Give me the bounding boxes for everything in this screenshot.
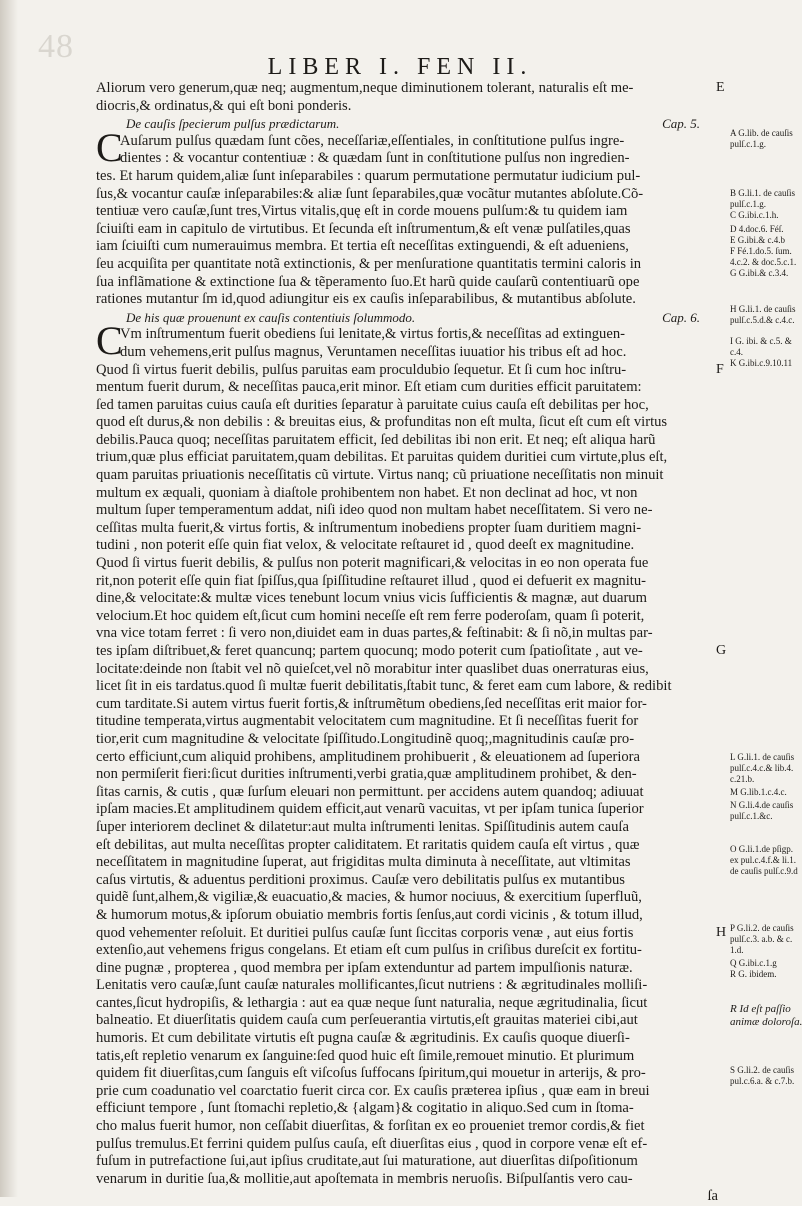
- line-text: cantes,ſicut hydropiſis, & lethargia : aut ea quæ neque ſunt naturalia, neque ægritudinalia, ſicut: [96, 994, 648, 1011]
- text-line: [96, 1030, 718, 1048]
- line-text: quidẽ ſunt,alhem,& vigiliæ,& euacuatio,& macies, & humor nociuus, & exercitium ſuperfluũ,: [96, 889, 642, 906]
- line-text: ſeu acquiſita per quantitate notã extinctionis, & per menſuratione quantitatis termini caloris in: [96, 255, 642, 272]
- line-text: prie cum coadunatio vel coarctatio fuerit circa cor. Ex cauſis præterea ipſius , quæ eam in breui: [96, 1082, 650, 1099]
- line-text: ſa: [707, 1188, 718, 1205]
- text-line: [96, 449, 718, 467]
- margin-note: H G.li.1. de cauſis: [730, 304, 796, 314]
- text-line: [96, 1171, 718, 1189]
- line-text: Lenitatis vero cauſæ,ſunt cauſæ naturales mollificantes,ſicut nutriens : & ægritudinales molliſi-: [96, 977, 648, 994]
- text-line: [96, 274, 718, 292]
- text-line: [96, 397, 718, 415]
- text-line: [96, 485, 718, 503]
- line-text: diocris,& ordinatus,& qui eſt boni ponderis.: [96, 97, 352, 114]
- line-text: titudine temperata,virtus augmentabit velocitatem cum magnitudine. Et ſi neceſſitas fuerit for: [96, 713, 639, 730]
- line-text: Quod ſi virtus fuerit debilis, & pulſus non poterit magnificari,& velocitas in eo non operata fue: [96, 555, 649, 572]
- line-text: De cauſis ſpecierum pulſus prædictarum.: [126, 116, 340, 132]
- margin-note: pulſ.c.3. a.b. & c.: [730, 934, 793, 944]
- text-line: [96, 713, 718, 731]
- margin-note: K G.ibi.c.9.10.11: [730, 358, 793, 368]
- text-line: [96, 1048, 718, 1066]
- margin-note: F Fé.1.do.5. ſum.: [730, 246, 792, 256]
- margin-note: E G.ibi.& c.4.b: [730, 235, 785, 245]
- text-line: [96, 608, 718, 626]
- section-letter: F: [716, 361, 724, 377]
- text-line: [96, 291, 718, 309]
- margin-note: M G.lib.1.c.4.c.: [730, 787, 787, 797]
- line-text: non permiſerit fieri:ſicut durities inſtrumenti,verbi gratia,quæ amplitudinem prohibet, & den-: [96, 766, 637, 783]
- text-line: [96, 344, 718, 362]
- running-head: LIBER I. FEN II.: [267, 54, 533, 80]
- text-line: [96, 678, 718, 696]
- line-text: venarum in duritie ſua,& mollitie,aut apoſtemata in membris neruoſis. Biſpulſantis vero cau-: [96, 1170, 633, 1187]
- section-letter: H: [716, 924, 727, 940]
- text-line: [96, 907, 718, 925]
- line-text: tes. Et harum quidem,aliæ ſunt inſeparabiles : quarum permutatione permutatur iudicium pul-: [96, 167, 641, 184]
- margin-note: 1.d.: [730, 945, 744, 955]
- line-text: dine,& velocitate:& multæ vices tenebunt locum vnius vicis ſufficientis & magnæ, aut duarum: [96, 590, 647, 607]
- text-line: [96, 925, 718, 943]
- line-text: vna vice totam ferret : ſi vero non,diuidet eam in duas partes,& feſtinabit: & ſi nõ,in multas par-: [96, 625, 653, 642]
- text-line: [96, 942, 718, 960]
- text-line: [96, 150, 718, 168]
- margin-note: pulſ.c.1.&c.: [730, 811, 773, 821]
- text-line: [96, 467, 718, 485]
- text-line: [96, 801, 718, 819]
- text-line: [96, 432, 718, 450]
- text-line: [96, 238, 718, 256]
- margin-note: pulſ.c.1.g.: [730, 199, 766, 209]
- text-line: [96, 186, 718, 204]
- text-line: [96, 414, 718, 432]
- line-text: quam paruitas priuationis neceſſitatis cũ virtute. Virtus nanq; cũ priuatione neceſſitatis non minuit: [96, 467, 664, 484]
- line-text: ceſſitas multa fuerit,& virtus fortis, & inſtrumentum inobediens propter ſuam duritiem magni-: [96, 519, 642, 536]
- margin-note: pul.c.6.a. & c.7.b.: [730, 1076, 795, 1086]
- text-line: [96, 643, 718, 661]
- text-line: [96, 1136, 718, 1154]
- text-line: [96, 80, 718, 98]
- text-line: [96, 520, 718, 538]
- drop-capital: C: [96, 318, 123, 364]
- text-line: [96, 872, 718, 890]
- text-line: [96, 98, 718, 116]
- line-text: Aliorum vero generum,quæ neq; augmentum,neque diminutionem tolerant, naturalis eſt me-: [96, 80, 634, 96]
- margin-note: N G.li.4.de cauſis: [730, 800, 794, 810]
- margin-note: R Id eſt paſſio: [730, 1003, 791, 1015]
- margin-note: C G.ibi.c.1.h.: [730, 210, 779, 220]
- margin-note: de cauſis pulſ.c.9.d: [730, 866, 798, 876]
- line-text: quod eſt durus,& non debilis : & breuitas eius, & profunditas non eſt multa, ſicut eſt cum eſt virtus: [96, 414, 668, 431]
- margin-note: Q G.ibi.c.1.g: [730, 958, 777, 968]
- page-number: 48: [38, 28, 74, 65]
- text-line: [96, 960, 718, 978]
- line-text: certo efficiunt,cum aliquid prohibens, amplitudinem prohibuerit , & eleuationem ad ſuperiora: [96, 748, 641, 765]
- text-line: [96, 1012, 718, 1030]
- text-line: [96, 256, 718, 274]
- line-text: licet ſit in eis tardatus.quod ſi multæ fuerit debilitatis,ſtabit tunc, & feret eam cum labore, & redibit: [96, 678, 672, 695]
- line-text: tentiuæ vero cauſæ,ſunt tres,Virtus vitalis,quę eſt in corde mouens pulſum:& tu quidem iam: [96, 203, 628, 220]
- line-text: ſciuiſti eam in capitulo de virtutibus. Et ſecunda eſt inſtrumentum,& eſt venæ pulſatiles,quas: [96, 220, 631, 237]
- line-text: humoris. Et cum debilitate virtutis eſt pugna cauſæ & ægritudinis. Ex cauſis quoque diuerſi-: [96, 1030, 630, 1047]
- line-text: Auſarum pulſus quædam ſunt cões, neceſſariæ,eſſentiales, in conſtitutione pulſus ingre-: [120, 132, 625, 149]
- line-text: ſus,& vocantur cauſæ inſeparabiles:& aliæ ſunt ſeparabiles,quæ vocãtur mutantes abſolute.Cõ-: [96, 185, 644, 202]
- chapter-number: Cap. 5.: [662, 116, 700, 132]
- text-line: [96, 1153, 718, 1171]
- margin-note: ex pul.c.4.f.& li.1.: [730, 855, 796, 865]
- line-text: velocium.Et hoc quidem eſt,ſicut cum homini neceſſe eſt rem ferre poderoſam, quam ſi poterit,: [96, 607, 645, 624]
- text-line: [96, 555, 718, 573]
- line-text: Vm inſtrumentum fuerit obediens ſui lenitate,& virtus fortis,& neceſſitas ad extinguen-: [120, 326, 625, 343]
- section-letter: E: [716, 80, 725, 95]
- margin-note: 4.c.2. & doc.5.c.1.: [730, 257, 797, 267]
- margin-note: animæ doloroſa.: [730, 1016, 802, 1028]
- line-text: Quod ſi virtus fuerit debilis, pulſus paruitas eam proculdubio ſequetur. Et ſi cum hoc inſtru-: [96, 361, 627, 378]
- margin-note: c.21.b.: [730, 774, 755, 784]
- line-text: tatis,eſt repletio venarum ex ſanguine:ſed quod huic eſt ſimile,remouet minutio. Et plurimum: [96, 1047, 635, 1064]
- margin-note: D 4.doc.6. Féſ.: [730, 224, 784, 234]
- line-text: tudini , non poterit eſſe quin fiat velox, & velocitate reſtauret id , quod deeſt ex magnitudine.: [96, 537, 635, 554]
- text-line: [96, 573, 718, 591]
- text-line: [96, 854, 718, 872]
- line-text: ſua inflãmatione & extinctione ſua & tẽperamento ſuo.Et harũ quide cauſarũ contentiuarũ ope: [96, 273, 640, 290]
- line-text: iam ſciuiſti cum numerauimus membra. Et tertia eſt neceſſitas extinguendi, & eſt adueniens,: [96, 238, 629, 255]
- margin-note: pulſ.c.5.d.& c.4.c.: [730, 315, 795, 325]
- chapter-heading: [96, 115, 718, 133]
- margin-note: R G. ibidem.: [730, 969, 777, 979]
- drop-capital: C: [96, 124, 123, 170]
- text-line: [96, 784, 718, 802]
- line-text: ſuper interiorem declinet & dilatetur:aut multa inſtrumenti lenitas. Spiſſitudinis autem cauſa: [96, 818, 629, 835]
- margin-note: G G.ibi.& c.3.4.: [730, 268, 789, 278]
- main-text-column: [96, 80, 718, 1206]
- line-text: & humorum motus,& ipſorum obuiatio membris fortis ſenſus,aut cordi vicinis , & totum illud,: [96, 906, 643, 923]
- line-text: neceſſitatem in magnitudine ſuperat, aut frigiditas multa diminuta à neceſſitate, aut vltimitas: [96, 854, 631, 871]
- line-text: trium,quæ plus efficiat paruitatem,quam debilitas. Et paruitas quidem duritiei cum virtute,plus eſt,: [96, 449, 668, 466]
- chapter-number: Cap. 6.: [662, 309, 700, 325]
- chapter-heading: [96, 309, 718, 327]
- margin-note: P G.li.2. de cauſis: [730, 923, 794, 933]
- margin-note: S G.li.2. de cauſis: [730, 1065, 794, 1075]
- line-text: cho malus fuerit humor, non ceſſabit diuerſitas, & forſitan ex eo proueniet tremor cordis,& fiet: [96, 1118, 645, 1135]
- line-text: pulſus tremulus.Et ferrini quidem pulſus cauſa, eſt diuerſitas eius , quod in corpore venæ eſt ef-: [96, 1135, 648, 1152]
- line-text: mentum fuerit durum, & neceſſitas pauca,erit minor. Eſt etiam cum durities efficit paruitatem:: [96, 379, 642, 396]
- text-line: [96, 590, 718, 608]
- text-line: [96, 766, 718, 784]
- line-text: efficiunt tempore , ſunt ſtomachi repletio,& {algam}& cogitatio in aliquo.Sed cum in ſtoma-: [96, 1100, 634, 1117]
- text-line: [96, 1188, 718, 1206]
- text-line: [96, 203, 718, 221]
- line-text: tes ipſam diſtribuet,& feret quancunq; partem quocunq; modo poterit cum ſpatioſitate , aut ve-: [96, 643, 643, 659]
- text-line: [96, 1118, 718, 1136]
- line-text: quidem fit diuerſitas,cum ſanguis eſt viſcoſus ſuffocans ſpiritum,qui mouetur in arterijs, & pro-: [96, 1065, 646, 1082]
- line-text: multum ſuper temperamentum addat, niſi ideo quod non multam habet neceſſitatem. Si vero ne-: [96, 502, 653, 519]
- margin-note: pulſ.c.1.g.: [730, 139, 766, 149]
- text-line: [96, 977, 718, 995]
- line-text: locitate:deinde non ſtabit vel nõ quieſcet,vel nõ morabitur inter quaslibet duas onerraturas eius,: [96, 660, 649, 677]
- line-text: ſitas carnis, & cutis , quæ ſurſum eleuari non permittunt. per accidens autem quandoq; adiuuat: [96, 783, 644, 800]
- text-line: [96, 819, 718, 837]
- text-line: [96, 168, 718, 186]
- page-fold-shadow: [0, 0, 18, 1197]
- text-line: [96, 379, 718, 397]
- line-text: balneatio. Et diuerſitatis quidem cauſa cum perſeuerantia virtutis,eſt grauitas materiei cibi,aut: [96, 1012, 638, 1029]
- margin-note: c.4.: [730, 347, 743, 357]
- margin-note: I G. ibi. & c.5. &: [730, 336, 792, 346]
- text-line: [96, 362, 718, 380]
- line-text: multum ex æquali, quoniam à diaſtole prohibentem non habet. Et non declinat ad hoc, vt non: [96, 484, 638, 501]
- section-letter: G: [716, 643, 727, 659]
- line-text: ſed tamen paruitas cuius cauſa eſt durities ſeparatur à paruitate cuius cauſa eſt debilitas per hoc,: [96, 396, 649, 413]
- text-line: [96, 1100, 718, 1118]
- text-line: [96, 661, 718, 679]
- text-line: [96, 889, 718, 907]
- margin-note: O G.li.1.de pſigp.: [730, 844, 793, 854]
- text-line: [96, 749, 718, 767]
- line-text: dientes : & vocantur contentiuæ : & quædam ſunt in conſtitutione pulſus non ingredien-: [120, 150, 630, 167]
- line-text: dine pugnæ , propterea , quod membra per ipſam extenduntur ad partem impulſionis naturæ.: [96, 959, 633, 976]
- line-text: extenſio,aut vehemens frigus congelans. Et etiam eſt cum pulſus in criſibus dureſcit ex fortitu-: [96, 942, 642, 959]
- text-line: [96, 995, 718, 1013]
- margin-note: B G.li.1. de cauſis: [730, 188, 795, 198]
- text-line: [96, 625, 718, 643]
- text-line: [96, 1083, 718, 1101]
- text-line: [96, 837, 718, 855]
- line-text: ipſam macies.Et amplitudinem quidem efficit,aut venarũ vacuitas, vt per ipſam tunica ſuperior: [96, 801, 644, 818]
- line-text: De his quæ prouenunt ex cauſis contentiuis ſolummodo.: [126, 309, 416, 325]
- text-line: [96, 696, 718, 714]
- margin-note: L G.li.1. de cauſis: [730, 752, 795, 762]
- line-text: debilis.Pauca quoq; neceſſitas paruitatem efficit, ſed debilitas ibi non erit. Et neq; eſt aliqua harũ: [96, 431, 656, 448]
- margin-note: pulſ.c.4.c.& lib.4.: [730, 763, 794, 773]
- line-text: fuſum in putrefactione ſui,aut ipſius cruditate,aut ſui maturatione, aut diuerſitas diſpoſitionum: [96, 1153, 638, 1170]
- margin-note: A G.lib. de cauſis: [730, 128, 793, 138]
- line-text: caſus virtutis, & aduentus perditioni proximus. Cauſæ vero debilitatis pulſus ex mutantibus: [96, 871, 625, 888]
- line-text: rit,non poterit eſſe quin fiat ſpiſſus,qua ſpiſſitudine reſtauret illud , quod ei defuerit ex magnitu-: [96, 572, 646, 589]
- line-text: eſt debilitas, aut multa neceſſitas propter caliditatem. Et raritatis quidem cauſa eſt virtus , quæ: [96, 836, 640, 853]
- line-text: dum vehemens,erit pulſus magnus, Veruntamen neceſſitas iuuatior his tribus eſt ad hoc.: [120, 343, 627, 360]
- line-text: tior,erit cum magnitudine & velocitate ſpiſſitudo.Longitudinẽ quoq;,magnitudinis cauſæ pro-: [96, 730, 635, 747]
- text-line: [96, 502, 718, 520]
- text-line: [96, 221, 718, 239]
- line-text: cum tarditate.Si autem virtus fuerit fortis,& inſtrumẽtum obediens,ſed neceſſitas erit maior for-: [96, 695, 647, 712]
- line-text: quod vehementer reſoluit. Et duritiei pulſus cauſæ ſunt ſiccitas corporis venæ , aut eius fortis: [96, 924, 634, 941]
- text-line: [96, 731, 718, 749]
- line-text: rationes mutantur ſm id,quod adiungitur eis ex cauſis inſeparabilibus, & mutantibus abſolute.: [96, 291, 636, 308]
- text-line: [96, 537, 718, 555]
- text-line: [96, 1065, 718, 1083]
